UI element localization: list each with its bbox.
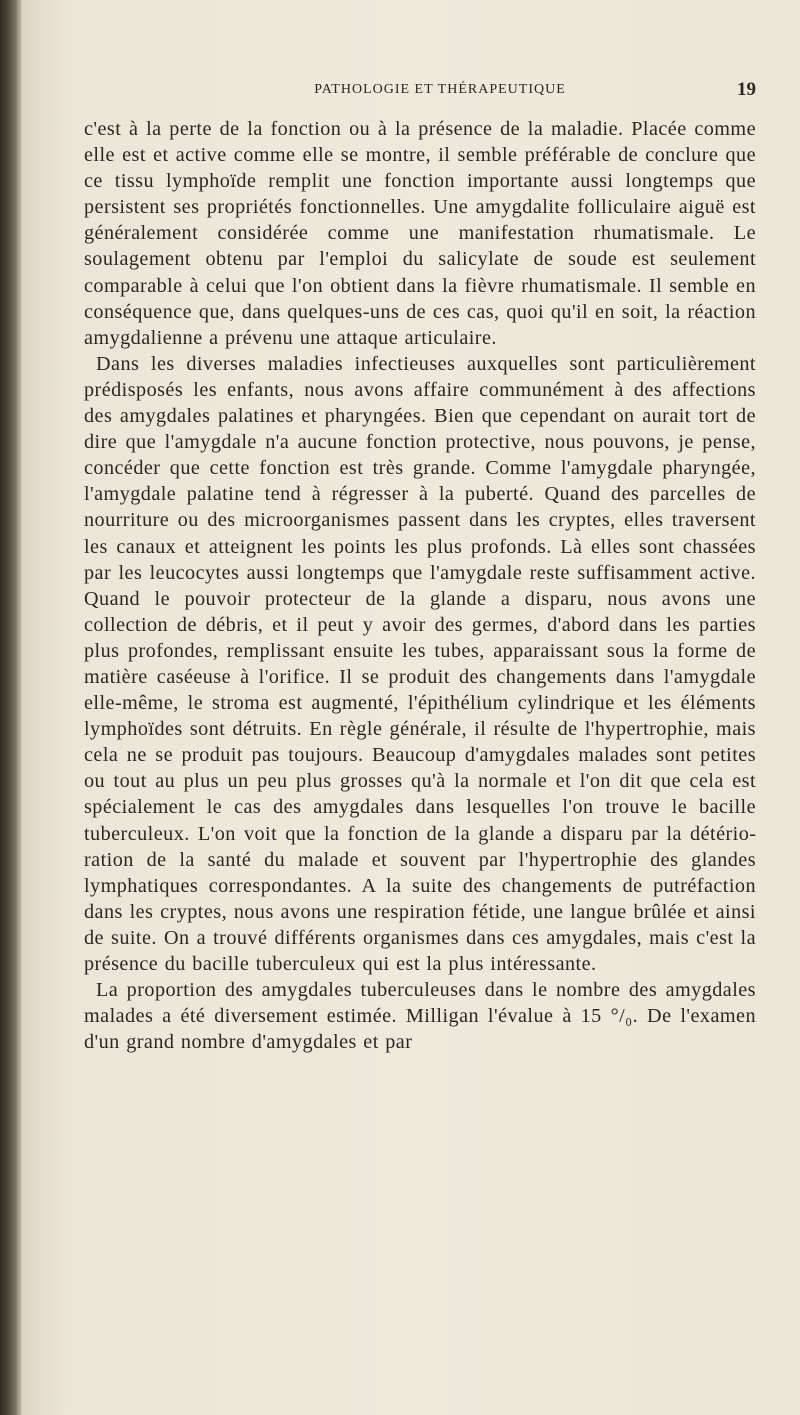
book-binding-edge (0, 0, 22, 1415)
page-number: 19 (737, 79, 756, 100)
body-text (84, 116, 756, 1055)
paragraph: Dans les diverses maladies infectieuses auxquelles sont particulièrement prédisposés les enfants, nous avons affaire communément à des affections des amygdales palatines et pharyngées. Bien que cependant on aurait tort de dire que l'amygdale n'a aucune fonction protective, nous pouvons, je pense, concéder que cette fonction est très grande. Comme l'amygdale pharyngée, l'amygdale palatine tend à régresser à la puberté. Quand des parcelles de nourriture ou des microorganismes passent dans les cryptes, elles traversent les canaux et atteignent les points les plus profonds. Là elles sont chassées par les leucocytes aussi longtemps que l'amygdale reste suffisamment active. Quand le pouvoir protecteur de la glande a disparu, nous avons une collection de débris, et il peut y avoir des germes, d'abord dans les parties plus profondes, remplissant ensuite les tubes, apparaissant sous la forme de matière caséeuse à l'orifice. Il se produit des changements dans l'amygdale elle-même, le stroma est augmenté, l'épithélium cylindrique et les éléments lymphoïdes sont détruits. En règle générale, il résulte de l'hypertrophie, mais cela ne se produit pas toujours. Beaucoup d'amygdales malades sont petites ou tout au plus un peu plus grosses qu'à la normale et l'on dit que cela est spécialement le cas des amygdales dans lesquelles l'on trouve le bacille tuberculeux. L'on voit que la fonction de la glande a disparu par la détérioration de la santé du malade et souvent par l'hypertrophie des glandes lymphatiques correspondantes. A la suite des changements de putréfaction dans les cryptes, nous avons une respiration fétide, une langue brûlée et ainsi de suite. On a trouvé différents organismes dans ces amygdales, mais c'est la présence du bacille tuberculeux qui est la plus intéressante. (84, 352, 756, 975)
book-page (22, 0, 800, 1415)
paragraph: La proportion des amygdales tuberculeuses dans le nombre des amygdales malades a été diversement estimée. Milligan l'évalue à 15 °/₀. De l'examen d'un grand nombre d'amygdales et par (84, 979, 756, 1054)
running-head: PATHOLOGIE ET THÉRAPEUTIQUE (314, 82, 566, 97)
paragraph: c'est à la perte de la fonction ou à la présence de la maladie. Placée comme elle est et active comme elle se montre, il semble préférable de conclure que ce tissu lymphoïde remplit une fonction importante aussi longtemps que persistent ses propriétés fonctionnelles. Une amygdalite folliculaire aiguë est généralement considérée comme une manifestation rhumatismale. Le soulagement obtenu par l'emploi du salicylate de soude est seulement comparable à celui que l'on obtient dans la fièvre rhumatismale. Il semble en conséquence que, dans quelques-uns de ces cas, quoi qu'il en soit, la réaction amygdalienne a prévenu une attaque articulaire. (84, 118, 756, 349)
page-header (84, 78, 756, 102)
